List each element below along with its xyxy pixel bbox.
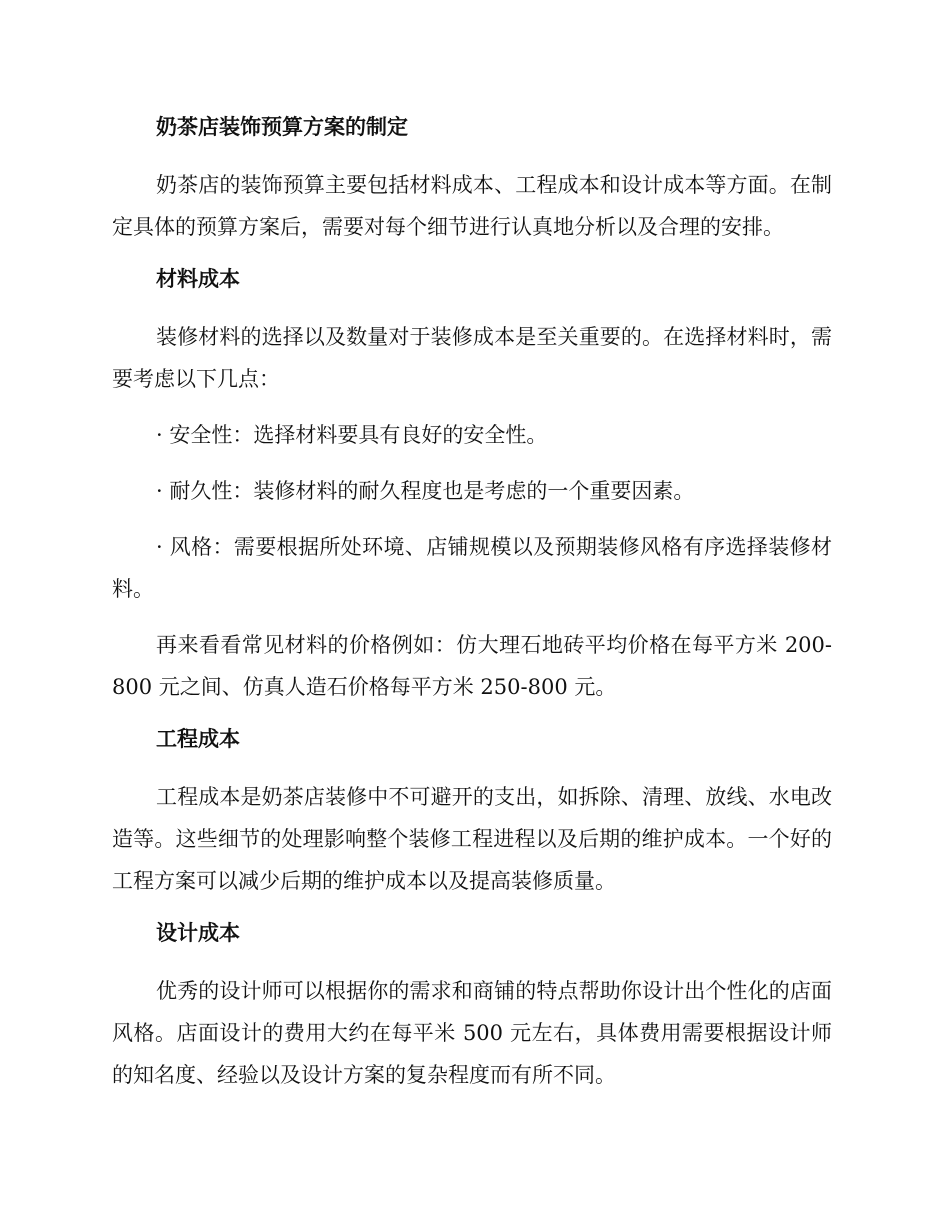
design-cost-paragraph: 优秀的设计师可以根据你的需求和商铺的特点帮助你设计出个性化的店面风格。店面设计的费用大约在每平米 500 元左右，具体费用需要根据设计师的知名度、经验以及设计方案的复杂程度而有所不同。 [112, 979, 832, 1087]
material-price-paragraph: 再来看看常见材料的价格例如：仿大理石地砖平均价格在每平方米 200-800 元之间、仿真人造石价格每平方米 250-800 元。 [112, 633, 832, 699]
engineering-cost-paragraph: 工程成本是奶茶店装修中不可避开的支出，如拆除、清理、放线、水电改造等。这些细节的处理影响整个装修工程进程以及后期的维护成本。一个好的工程方案可以减少后期的维护成本以及提高装修质量。 [112, 785, 832, 893]
bullet-durability: · 耐久性：装修材料的耐久程度也是考虑的一个重要因素。 [156, 479, 695, 503]
intro-paragraph: 奶茶店的装饰预算主要包括材料成本、工程成本和设计成本等方面。在制定具体的预算方案后，需要对每个细节进行认真地分析以及合理的安排。 [112, 173, 832, 239]
bullet-style: · 风格：需要根据所处环境、店铺规模以及预期装修风格有序选择装修材料。 [112, 535, 832, 601]
section-heading-engineering-cost: 工程成本 [156, 726, 240, 751]
document-title: 奶茶店装饰预算方案的制定 [156, 114, 408, 139]
section-heading-material-cost: 材料成本 [156, 266, 240, 291]
material-cost-paragraph: 装修材料的选择以及数量对于装修成本是至关重要的。在选择材料时，需要考虑以下几点： [112, 325, 832, 391]
bullet-safety: · 安全性：选择材料要具有良好的安全性。 [156, 423, 548, 447]
document-content [112, 110, 832, 1096]
section-heading-design-cost: 设计成本 [156, 920, 240, 945]
